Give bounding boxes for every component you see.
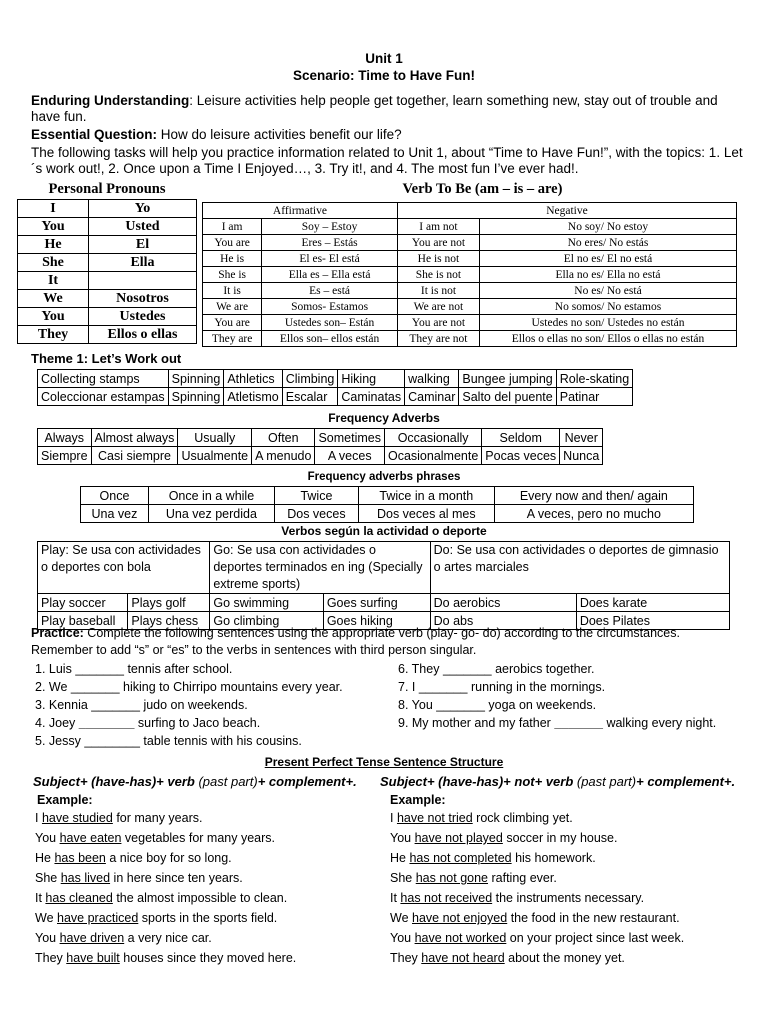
negative-english: I am not — [397, 219, 479, 235]
pronoun-english: It — [18, 272, 89, 290]
essential-question — [31, 127, 743, 143]
verb-example-cell: Do aerobics — [430, 594, 576, 612]
example-sentence — [35, 868, 296, 888]
practice-sentence — [398, 678, 716, 696]
sentence-end: walking every night. — [602, 716, 717, 730]
activity-spanish-cell: Patinar — [556, 388, 632, 406]
activity-spanish-cell: Caminatas — [338, 388, 405, 406]
affirmative-spanish: El es- El está — [262, 251, 398, 267]
verb-to-be-row — [203, 315, 737, 331]
example-subject: He — [390, 851, 410, 865]
verb-example-row — [38, 594, 730, 612]
adverb-english-cell: Usually — [178, 429, 252, 447]
example-verb-phrase: have not played — [414, 831, 503, 845]
pronoun-row — [18, 290, 197, 308]
phrase-english-cell: Once in a while — [148, 487, 274, 505]
neg-structure-a: Subject+ (have-has)+ not+ verb — [380, 774, 577, 789]
pronouns-title: Personal Pronouns — [48, 181, 166, 197]
sentence-end: judo on weekends. — [139, 698, 248, 712]
example-complement: rafting ever. — [488, 871, 557, 885]
sentence-end: surfing to Jaco beach. — [134, 716, 261, 730]
frequency-adverbs-table — [37, 428, 603, 465]
sentence-start: 6. They — [398, 662, 443, 676]
negative-english: He is not — [397, 251, 479, 267]
example-verb-phrase: have not tried — [396, 811, 473, 825]
negative-english: You are not — [397, 315, 479, 331]
adverb-english-cell: Often — [252, 429, 315, 447]
example-verb-phrase: have not heard — [421, 951, 505, 965]
example-sentence — [35, 888, 296, 908]
example-sentence — [390, 888, 684, 908]
activity-spanish-cell: Atletismo — [224, 388, 282, 406]
example-verb-phrase: has not completed — [409, 851, 512, 865]
practice-text: Complete the following sentences using the appropriate verb (play- go- do) according to the circumstances. — [83, 626, 680, 640]
negative-spanish: Ustedes no son/ Ustedes no están — [479, 315, 736, 331]
neg-structure-c: + complement+. — [636, 774, 736, 789]
example-sentence — [35, 928, 296, 948]
negative-spanish: Ella no es/ Ella no está — [479, 267, 736, 283]
negative-examples — [390, 808, 684, 968]
affirmative-english: We are — [203, 299, 262, 315]
phrase-english-cell: Once — [81, 487, 149, 505]
example-complement: in here since ten years. — [110, 871, 243, 885]
example-verb-phrase: has cleaned — [45, 891, 113, 905]
pronoun-spanish — [89, 272, 197, 290]
example-subject: She — [390, 871, 416, 885]
verb-to-be-row — [203, 299, 737, 315]
example-verb-phrase: have not enjoyed — [412, 911, 508, 925]
phrase-spanish-row — [81, 505, 694, 523]
activity-spanish-row — [38, 388, 633, 406]
activity-english-cell: Athletics — [224, 370, 282, 388]
adverb-english-cell: Always — [38, 429, 92, 447]
example-complement: houses since they moved here. — [119, 951, 297, 965]
adverb-spanish-cell: Usualmente — [178, 447, 252, 465]
phrase-spanish-cell: Dos veces al mes — [358, 505, 494, 523]
example-verb-phrase: have studied — [41, 811, 113, 825]
verb-example-cell: Go swimming — [210, 594, 323, 612]
frequency-phrases-table — [80, 486, 694, 523]
aff-structure-a: Subject+ (have-has)+ verb — [33, 774, 199, 789]
activity-english-cell: Collecting stamps — [38, 370, 169, 388]
practice-sentence — [398, 696, 716, 714]
example-subject: They — [35, 951, 67, 965]
activity-english-cell: Hiking — [338, 370, 405, 388]
go-description: Go: Se usa con actividades o deportes terminados en ing (Specially extreme sports) — [210, 542, 430, 594]
activity-spanish-cell: Spinning — [168, 388, 224, 406]
example-sentence — [35, 848, 296, 868]
practice-right-column — [398, 660, 716, 732]
sentence-end: tennis after school. — [123, 662, 233, 676]
verb-to-be-row — [203, 283, 737, 299]
enduring-understanding — [31, 93, 743, 125]
present-perfect-title: Present Perfect Tense Sentence Structure — [264, 755, 504, 769]
example-complement: his homework. — [511, 851, 596, 865]
example-subject: You — [390, 931, 415, 945]
example-complement: sports in the sports field. — [138, 911, 278, 925]
sentence-start: 3. Kennia — [35, 698, 92, 712]
answer-blank: _______ — [91, 698, 140, 712]
practice-sentence — [35, 714, 343, 732]
sentence-start: 8. You — [398, 698, 437, 712]
example-complement: rock climbing yet. — [472, 811, 573, 825]
frequency-adverbs-title: Frequency Adverbs — [328, 411, 440, 425]
phrase-english-cell: Twice — [274, 487, 358, 505]
affirmative-examples — [35, 808, 296, 968]
example-subject: I — [35, 811, 42, 825]
negative-header: Negative — [397, 203, 736, 219]
do-description: Do: Se usa con actividades o deportes de gimnasio o artes marciales — [430, 542, 729, 594]
verb-example-cell: Plays golf — [128, 594, 210, 612]
pronoun-spanish: El — [89, 236, 197, 254]
negative-spanish: No es/ No está — [479, 283, 736, 299]
pronoun-row — [18, 218, 197, 236]
example-verb-phrase: has lived — [60, 871, 111, 885]
sentence-start: 7. I — [398, 680, 419, 694]
sentence-end: running in the mornings. — [467, 680, 606, 694]
example-subject: He — [35, 851, 55, 865]
affirmative-english: She is — [203, 267, 262, 283]
sentence-start: 1. Luis — [35, 662, 76, 676]
pronoun-spanish: Ellos o ellas — [89, 326, 197, 344]
practice-label: Practice: — [31, 626, 84, 640]
answer-blank: _______ — [554, 716, 603, 730]
affirmative-spanish: Ustedes son– Están — [262, 315, 398, 331]
example-sentence — [35, 808, 296, 828]
adverb-spanish-row — [38, 447, 603, 465]
practice-sentence — [35, 696, 343, 714]
example-sentence — [35, 908, 296, 928]
sentence-start: 4. Joey — [35, 716, 79, 730]
example-complement: the food in the new restaurant. — [507, 911, 680, 925]
affirmative-english: I am — [203, 219, 262, 235]
answer-blank: ________ — [78, 716, 135, 730]
eu-text: : Leisure activities help people get together, learn something new, stay out of trouble and have fun. — [31, 93, 718, 124]
answer-blank: _______ — [436, 698, 485, 712]
neg-example-label: Example: — [390, 793, 446, 807]
adverb-spanish-cell: A menudo — [252, 447, 315, 465]
verb-example-cell: Play baseball — [38, 612, 128, 630]
pronoun-english: She — [18, 254, 89, 272]
pronoun-spanish: Nosotros — [89, 290, 197, 308]
practice-sentence — [35, 732, 343, 750]
pronoun-row — [18, 254, 197, 272]
negative-english: She is not — [397, 267, 479, 283]
example-verb-phrase: have built — [66, 951, 120, 965]
phrase-spanish-cell: Una vez perdida — [148, 505, 274, 523]
example-verb-phrase: has not gone — [415, 871, 489, 885]
answer-blank: ________ — [84, 734, 140, 748]
scenario-title: Scenario: Time to Have Fun! — [292, 68, 476, 83]
pronoun-english: You — [18, 218, 89, 236]
example-subject: We — [35, 911, 57, 925]
negative-english: We are not — [397, 299, 479, 315]
activity-spanish-cell: Coleccionar estampas — [38, 388, 169, 406]
affirmative-english: It is — [203, 283, 262, 299]
activity-spanish-cell: Escalar — [282, 388, 338, 406]
play-description: Play: Se usa con actividades o deportes con bola — [38, 542, 210, 594]
answer-blank: _______ — [75, 662, 124, 676]
verb-example-cell: Does karate — [576, 594, 729, 612]
negative-english: It is not — [397, 283, 479, 299]
example-subject: She — [35, 871, 61, 885]
example-verb-phrase: have practiced — [57, 911, 139, 925]
answer-blank: _______ — [418, 680, 468, 694]
negative-english: You are not — [397, 235, 479, 251]
adverb-english-row — [38, 429, 603, 447]
verb-to-be-title: Verb To Be (am – is – are) — [402, 181, 563, 197]
aff-structure-b: (past part) — [198, 774, 258, 789]
adverb-english-cell: Sometimes — [315, 429, 385, 447]
phrase-english-cell: Every now and then/ again — [494, 487, 693, 505]
verb-to-be-row — [203, 267, 737, 283]
adverb-spanish-cell: Casi siempre — [91, 447, 178, 465]
example-complement: a very nice car. — [124, 931, 212, 945]
example-subject: They — [390, 951, 422, 965]
example-verb-phrase: have not worked — [414, 931, 507, 945]
example-complement: soccer in my house. — [502, 831, 618, 845]
pronoun-spanish: Ella — [89, 254, 197, 272]
affirmative-spanish: Es – está — [262, 283, 398, 299]
sentence-end: table tennis with his cousins. — [139, 734, 302, 748]
example-subject: You — [390, 831, 415, 845]
activity-english-cell: walking — [405, 370, 459, 388]
pronoun-english: He — [18, 236, 89, 254]
verb-example-cell: Goes hiking — [323, 612, 430, 630]
verb-example-cell: Do abs — [430, 612, 576, 630]
aff-structure-c: + complement+. — [257, 774, 357, 789]
example-sentence — [390, 848, 684, 868]
activity-english-row — [38, 370, 633, 388]
example-complement: on your project since last week. — [506, 931, 685, 945]
pronoun-english: You — [18, 308, 89, 326]
sentence-start: 9. My mother and my father — [398, 716, 555, 730]
adverb-english-cell: Almost always — [91, 429, 178, 447]
example-subject: You — [35, 931, 60, 945]
example-sentence — [35, 948, 296, 968]
example-subject: It — [35, 891, 46, 905]
pronoun-row — [18, 200, 197, 218]
practice-sentence — [398, 660, 716, 678]
example-complement: vegetables for many years. — [121, 831, 275, 845]
sentence-start: 5. Jessy — [35, 734, 85, 748]
negative-structure — [380, 774, 735, 789]
negative-spanish: Ellos o ellas no son/ Ellos o ellas no están — [479, 331, 736, 347]
affirmative-english: They are — [203, 331, 262, 347]
example-sentence — [35, 828, 296, 848]
example-complement: a nice boy for so long. — [105, 851, 232, 865]
phrase-spanish-cell: A veces, pero no mucho — [494, 505, 693, 523]
verb-to-be-row — [203, 219, 737, 235]
example-complement: about the money yet. — [504, 951, 625, 965]
phrase-spanish-cell: Una vez — [81, 505, 149, 523]
activity-english-cell: Spinning — [168, 370, 224, 388]
negative-spanish: No somos/ No estamos — [479, 299, 736, 315]
verb-example-cell: Go climbing — [210, 612, 323, 630]
pronoun-english: I — [18, 200, 89, 218]
example-complement: the instruments necessary. — [492, 891, 645, 905]
affirmative-spanish: Ella es – Ella está — [262, 267, 398, 283]
activity-english-cell: Role-skating — [556, 370, 632, 388]
sentence-end: hiking to Chirripo mountains every year. — [119, 680, 343, 694]
adverb-spanish-cell: Nunca — [560, 447, 603, 465]
eq-text: How do leisure activities benefit our life? — [157, 127, 402, 142]
example-subject: It — [390, 891, 401, 905]
eq-label: Essential Question: — [31, 127, 158, 142]
adverb-spanish-cell: Siempre — [38, 447, 92, 465]
verb-example-cell: Play soccer — [38, 594, 128, 612]
frequency-phrases-title: Frequency adverbs phrases — [307, 471, 461, 483]
phrase-english-cell: Twice in a month — [358, 487, 494, 505]
adverb-english-cell: Seldom — [482, 429, 560, 447]
pronoun-english: They — [18, 326, 89, 344]
verb-to-be-row — [203, 235, 737, 251]
theme1-title: Theme 1: Let’s Work out — [31, 351, 182, 366]
practice-remember: Remember to add “s” or “es” to the verbs in sentences with third person singular. — [31, 643, 477, 657]
sentence-end: yoga on weekends. — [484, 698, 597, 712]
example-complement: the almost impossible to clean. — [112, 891, 288, 905]
aff-example-label: Example: — [37, 793, 93, 807]
example-verb-phrase: has not received — [400, 891, 493, 905]
practice-sentence — [398, 714, 716, 732]
theme1-table — [37, 369, 633, 406]
adverb-english-cell: Never — [560, 429, 603, 447]
adverb-english-cell: Occasionally — [384, 429, 481, 447]
verb-example-cell: Goes surfing — [323, 594, 430, 612]
sentence-start: 2. We — [35, 680, 71, 694]
affirmative-spanish: Ellos son– ellos están — [262, 331, 398, 347]
affirmative-english: You are — [203, 235, 262, 251]
example-verb-phrase: have driven — [59, 931, 125, 945]
verb-to-be-table — [202, 202, 737, 347]
practice-sentence — [35, 678, 343, 696]
affirmative-spanish: Eres – Estás — [262, 235, 398, 251]
activity-spanish-cell: Caminar — [405, 388, 459, 406]
verb-example-cell: Plays chess — [128, 612, 210, 630]
pronouns-table — [17, 199, 197, 344]
negative-english: They are not — [397, 331, 479, 347]
eu-label: Enduring Understanding — [31, 93, 190, 108]
adverb-spanish-cell: A veces — [315, 447, 385, 465]
sentence-end: aerobics together. — [491, 662, 595, 676]
verbos-table — [37, 541, 730, 630]
example-sentence — [390, 828, 684, 848]
affirmative-spanish: Somos- Estamos — [262, 299, 398, 315]
pronoun-english: We — [18, 290, 89, 308]
pronoun-row — [18, 326, 197, 344]
negative-spanish: No soy/ No estoy — [479, 219, 736, 235]
practice-left-column — [35, 660, 343, 750]
affirmative-english: He is — [203, 251, 262, 267]
example-sentence — [390, 948, 684, 968]
activity-english-cell: Climbing — [282, 370, 338, 388]
negative-spanish: No eres/ No estás — [479, 235, 736, 251]
negative-spanish: El no es/ El no está — [479, 251, 736, 267]
adverb-spanish-cell: Pocas veces — [482, 447, 560, 465]
neg-structure-b: (past part) — [576, 774, 637, 789]
verb-to-be-row — [203, 251, 737, 267]
pronoun-row — [18, 236, 197, 254]
verb-to-be-row — [203, 331, 737, 347]
example-subject: I — [390, 811, 397, 825]
practice-sentence — [35, 660, 343, 678]
answer-blank: _______ — [442, 662, 492, 676]
affirmative-english: You are — [203, 315, 262, 331]
example-subject: We — [390, 911, 412, 925]
affirmative-header: Affirmative — [203, 203, 398, 219]
example-verb-phrase: have eaten — [59, 831, 122, 845]
affirmative-structure — [33, 774, 357, 789]
tasks-intro: The following tasks will help you practice information related to Unit 1, about “Time to Have Fun!”, with the topics: 1. Let´s work out!, 2. Once upon a Time I Enjoyed…, 3. Try it!, and 4. The most fun I’ve ever had!. — [31, 145, 743, 176]
adverb-spanish-cell: Ocasionalmente — [384, 447, 481, 465]
example-sentence — [390, 908, 684, 928]
example-subject: You — [35, 831, 60, 845]
pronoun-row — [18, 272, 197, 290]
pronoun-spanish: Yo — [89, 200, 197, 218]
affirmative-spanish: Soy – Estoy — [262, 219, 398, 235]
example-sentence — [390, 808, 684, 828]
pronoun-row — [18, 308, 197, 326]
example-sentence — [390, 868, 684, 888]
phrase-english-row — [81, 487, 694, 505]
verb-example-cell: Does Pilates — [576, 612, 729, 630]
example-verb-phrase: has been — [54, 851, 106, 865]
pronoun-spanish: Usted — [89, 218, 197, 236]
example-complement: for many years. — [112, 811, 203, 825]
verbos-title: Verbos según la actividad o deporte — [281, 524, 487, 538]
practice-instructions — [31, 625, 743, 641]
activity-english-cell: Bungee jumping — [459, 370, 556, 388]
phrase-spanish-cell: Dos veces — [274, 505, 358, 523]
pronoun-spanish: Ustedes — [89, 308, 197, 326]
activity-spanish-cell: Salto del puente — [459, 388, 556, 406]
answer-blank: _______ — [70, 680, 120, 694]
example-sentence — [390, 928, 684, 948]
unit-title: Unit 1 — [365, 51, 403, 66]
